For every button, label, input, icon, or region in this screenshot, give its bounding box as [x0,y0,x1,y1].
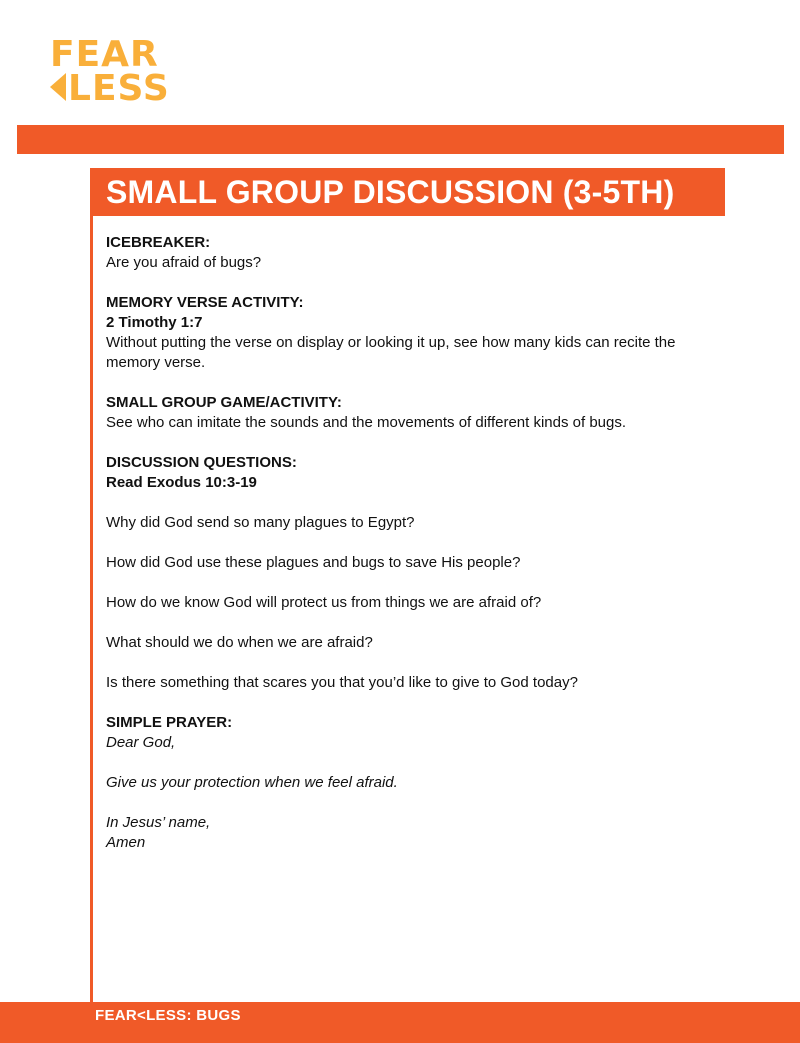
prayer-greeting: Dear God, [106,734,176,751]
memory-verse-text-2: memory verse. [106,354,206,371]
memory-verse-reference: 2 Timothy 1:7 [106,314,203,331]
logo-arrow-icon [50,73,66,101]
game-text: See who can imitate the sounds and the movements of different kinds of bugs. [106,414,627,431]
discussion-reading: Read Exodus 10:3-19 [106,474,257,491]
prayer-body: Give us your protection when we feel afraid. [106,774,398,791]
footer-band [0,1002,800,1043]
discussion-question: Is there something that scares you that you’d like to give to God today? [106,674,578,691]
logo-line-less [50,68,170,109]
game-heading: SMALL GROUP GAME/ACTIVITY: [106,394,342,411]
memory-verse-text-1: Without putting the verse on display or looking it up, see how many kids can recite the [106,334,676,351]
prayer-closing-1: In Jesus’ name, [106,814,211,831]
discussion-question: How do we know God will protect us from things we are afraid of? [106,594,542,611]
footer-label: FEAR<LESS: BUGS [95,1007,241,1024]
header-band [17,125,784,154]
logo-less-text: LESS [68,68,170,109]
discussion-question: Why did God send so many plagues to Egypt? [106,514,415,531]
title-banner [93,168,725,216]
icebreaker-text: Are you afraid of bugs? [106,254,262,271]
memory-verse-heading: MEMORY VERSE ACTIVITY: [106,294,304,311]
discussion-question: What should we do when we are afraid? [106,634,373,651]
prayer-closing-2: Amen [106,834,146,851]
page-title: SMALL GROUP DISCUSSION (3-5TH) [106,173,675,210]
prayer-heading: SIMPLE PRAYER: [106,714,233,731]
document-body [106,233,746,853]
logo-line-fear: FEAR [50,34,159,75]
fearless-logo [50,34,170,110]
discussion-question: How did God use these plagues and bugs to save His people? [106,554,521,571]
discussion-heading: DISCUSSION QUESTIONS: [106,454,297,471]
icebreaker-heading: ICEBREAKER: [106,234,211,251]
left-accent-rule [90,168,93,1008]
